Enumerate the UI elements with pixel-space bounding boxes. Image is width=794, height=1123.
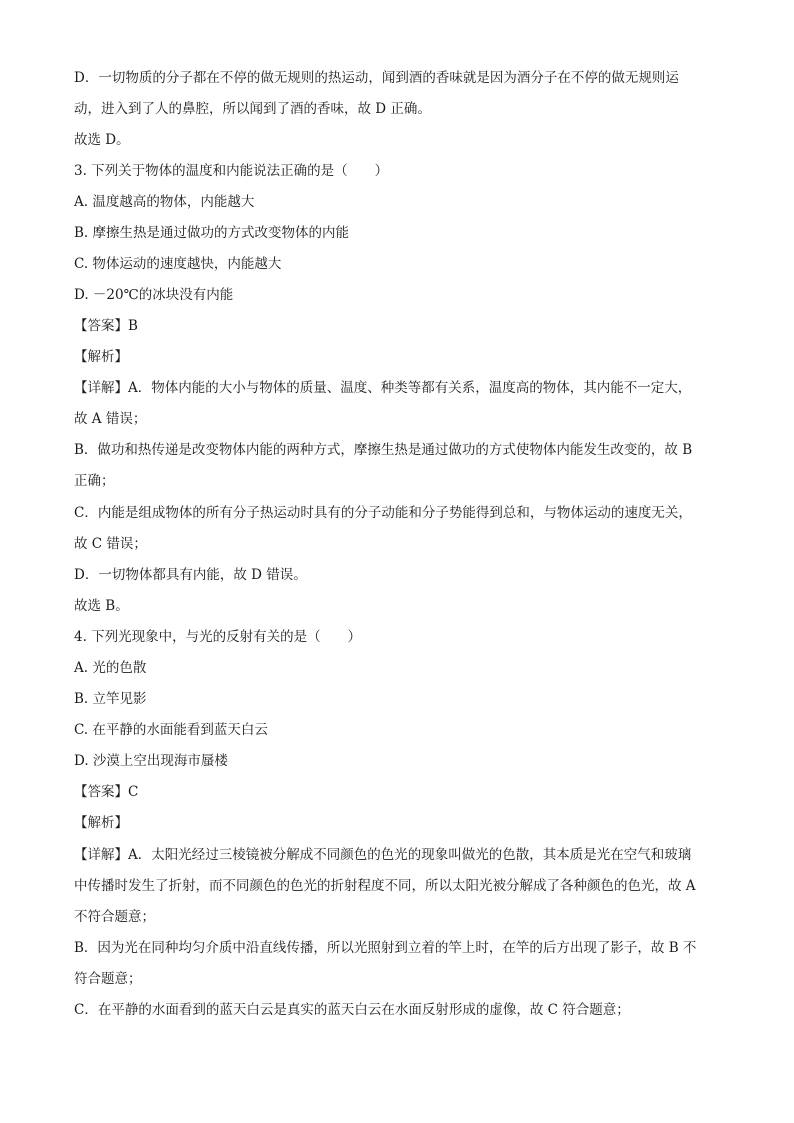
question-4-detail-line: C．在平静的水面看到的蓝天白云是真实的蓝天白云在水面反射形成的虚像，故 C 符合题意； <box>74 1002 630 1018</box>
question-4-option-a: A. 光的色散 <box>74 660 147 676</box>
question-3-detail-line: 故 C 错误； <box>74 536 147 552</box>
question-3-detail-line: B．做功和热传递是改变物体内能的两种方式，摩擦生热是通过做功的方式使物体内能发生改变的，故 B <box>74 442 693 458</box>
text-line-conclusion: 故选 D。 <box>74 132 130 148</box>
question-4-answer: 【答案】C <box>74 784 139 800</box>
question-4-detail-line: 不符合题意； <box>74 909 155 925</box>
question-3-analysis-heading: 【解析】 <box>74 349 128 365</box>
question-3-detail-line: C．内能是组成物体的所有分子热运动时具有的分子动能和分子势能得到总和，与物体运动的速度无关， <box>74 505 692 521</box>
question-3-option-b: B. 摩擦生热是通过做功的方式改变物体的内能 <box>74 225 350 241</box>
question-3-option-c: C. 物体运动的速度越快，内能越大 <box>74 256 282 272</box>
question-4-detail-line: 符合题意； <box>74 971 142 987</box>
question-3-stem: 3. 下列关于物体的温度和内能说法正确的是（ ） <box>74 163 389 179</box>
question-4-detail-line: 【详解】A．太阳光经过三棱镜被分解成不同颜色的色光的现象叫做光的色散，其本质是光在空气和玻璃 <box>74 847 692 863</box>
question-4-stem: 4. 下列光现象中，与光的反射有关的是（ ） <box>74 629 362 645</box>
question-4-option-d: D. 沙漠上空出现海市蜃楼 <box>74 753 228 769</box>
question-3-option-a: A. 温度越高的物体，内能越大 <box>74 194 255 210</box>
question-3-option-d: D. －20℃的冰块没有内能 <box>74 287 234 303</box>
question-3-conclusion: 故选 B。 <box>74 598 129 614</box>
question-4-option-b: B. 立竿见影 <box>74 691 147 707</box>
question-4-option-c: C. 在平静的水面能看到蓝天白云 <box>74 722 268 738</box>
question-3-detail-line: 正确； <box>74 473 115 489</box>
text-line-d-option-explanation: D．一切物质的分子都在不停的做无规则的热运动，闻到酒的香味就是因为酒分子在不停的做无规则运 <box>74 70 679 86</box>
question-3-detail-line: D．一切物体都具有内能，故 D 错误。 <box>74 567 307 583</box>
question-4-analysis-heading: 【解析】 <box>74 815 128 831</box>
text-line-continuation: 动，进入到了人的鼻腔，所以闻到了酒的香味，故 D 正确。 <box>74 101 431 117</box>
question-4-detail-line: B．因为光在同种均匀介质中沿直线传播，所以光照射到立着的竿上时，在竿的后方出现了影子，故 B 不 <box>74 940 697 956</box>
question-3-answer: 【答案】B <box>74 318 138 334</box>
question-4-detail-line: 中传播时发生了折射，而不同颜色的色光的折射程度不同，所以太阳光被分解成了各种颜色的色光，故 A <box>74 878 696 894</box>
question-3-detail-line: 【详解】A．物体内能的大小与物体的质量、温度、种类等都有关系，温度高的物体，其内能不一定大， <box>74 380 692 396</box>
question-3-detail-line: 故 A 错误； <box>74 411 147 427</box>
